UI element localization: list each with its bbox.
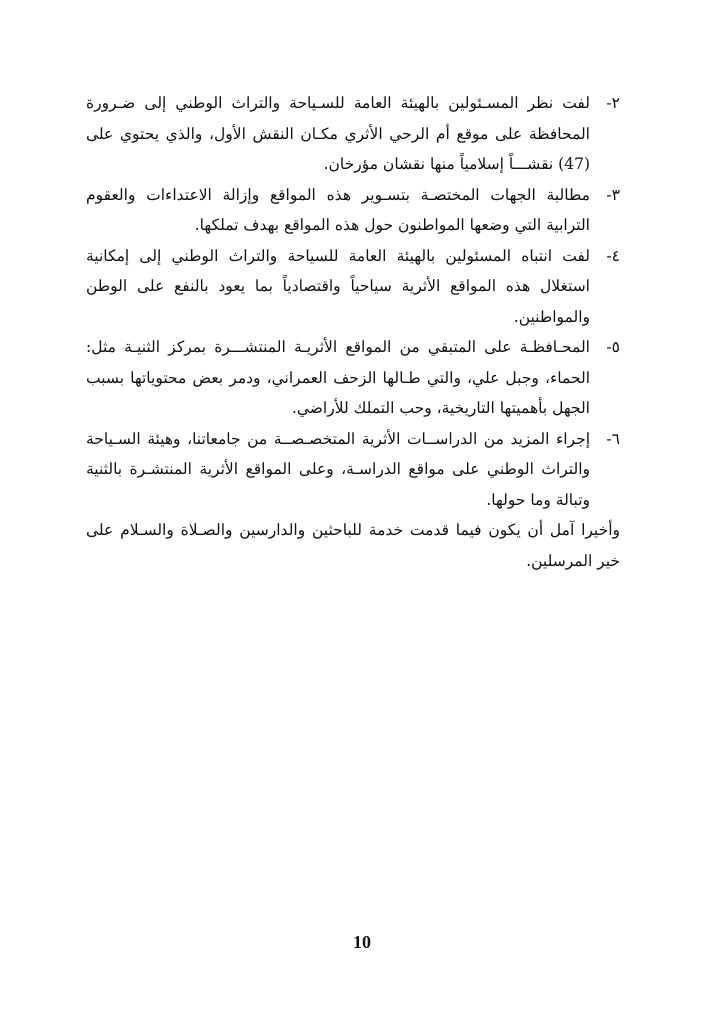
recommendation-item: [86, 424, 620, 516]
item-text: المحـافظـة على المتبقي من المواقع الأثريـة المنتشـــرة بمركز الثنيـة مثل: الحماء، وجبل علي، والتي طـالها الزحف العمراني، ودمر بعض محتوياتها بسبب الجهل بأهميتها التاريخية، وحب التملك للأراضي.: [86, 338, 590, 417]
item-text: لفت نظر المسـئولين بالهيئة العامة للسـياحة والتراث الوطني إلى ضـرورة المحافظة على موقع أم الرحي الأثري مكـان النقش الأول، والذي يحتوي على (47) نقشـــاً إسلامياً منها نقشان مؤرخان.: [86, 94, 590, 173]
page-body: [86, 88, 620, 576]
closing-paragraph: وأخيرا آمل أن يكون فيما قدمت خدمة للباحثين والدارسين والصـلاة والسـلام على خير المرسلين.: [86, 521, 620, 570]
recommendation-item: [86, 241, 620, 333]
item-number: ٦-: [606, 429, 620, 448]
recommendation-item: [86, 88, 620, 180]
item-number: ٥-: [606, 338, 620, 356]
item-number: ٣-: [606, 185, 620, 204]
item-text: إجراء المزيد من الدراســات الأثرية المتخصـصــة من جامعاتنا، وهيئة السـياحة والتراث الوطني على مواقع الدراسـة، وعلى المواقع الأثرية المنتشـرة بالثنية وتبالة وما حولها.: [86, 429, 590, 509]
recommendation-item: [86, 180, 620, 241]
item-number: ٤-: [606, 246, 620, 265]
item-text: مطالبة الجهات المختصـة بتسـوير هذه المواقع وإزالة الاعتداءات والعقوم الترابية التي وضعها المواطنون حول هذه المواقع بهدف تملكها.: [86, 185, 590, 234]
item-number: ٢-: [606, 94, 620, 112]
recommendation-item: [86, 332, 620, 424]
item-text: لفت انتباه المسئولين بالهيئة العامة للسياحة والتراث الوطني إلى إمكانية استغلال هذه المواقع الأثرية سياحياً واقتصادياً بما يعود بالنفع على الوطن والمواطنين.: [86, 246, 590, 326]
page-number: 10: [353, 932, 371, 952]
